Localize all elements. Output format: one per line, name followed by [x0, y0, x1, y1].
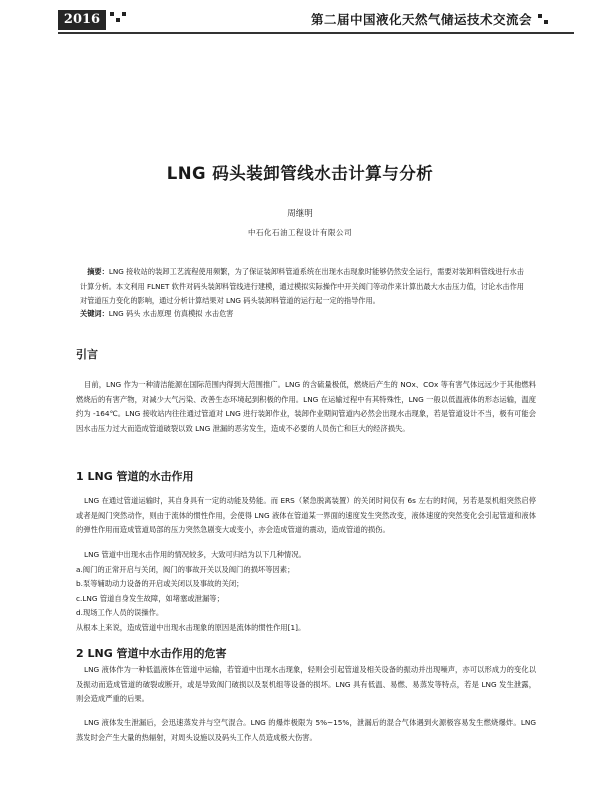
list-item: b.泵等辅助动力设备的开启或关闭以及事故的关闭；	[76, 579, 244, 588]
section-2-paragraph-2: LNG 液体发生泄漏后，会迅速蒸发并与空气混合。LNG 的爆炸极限为 5%~15%，泄漏后的混合气体遇到火源极容易发生燃烧爆炸。LNG 蒸发时会产生大量的热辐射，对周头设施以及码头工作人员造成极大伤害。	[76, 718, 536, 742]
abstract	[80, 265, 524, 309]
section-1-list	[76, 548, 536, 635]
keywords	[80, 307, 524, 321]
heading-section-1: 1 LNG 管道的水击作用	[76, 470, 194, 483]
year-tab: 2016	[58, 10, 106, 30]
abstract-label: 摘要：	[87, 267, 109, 276]
list-item: d.现场工作人员的误操作。	[76, 608, 164, 617]
list-closing: 从根本上来说，造成管道中出现水击现象的原因是流体的惯性作用[1]。	[76, 622, 306, 632]
abstract-text: LNG 接收站的装卸工艺流程使用频繁，为了保证装卸料管道系统在出现水击现象时能够仍然安全运行，需要对装卸料管线进行水击计算分析。本文利用 FLNET 软件对码头装卸料管线进行建模，通过模拟实际操作中开关阀门等动作来计算出最大水击压力值，讨论水击作用对管道压力变化的影响，通过分析计算结果对 LNG 码头装卸料管道的运行起一定的指导作用。	[80, 267, 524, 305]
keywords-label: 关键词：	[80, 309, 109, 318]
list-item: c.LNG 管道自身发生故障，如堵塞或泄漏等；	[76, 593, 224, 603]
author: 周继明	[287, 209, 313, 219]
header-decoration	[110, 12, 114, 16]
header-decoration	[538, 14, 542, 18]
list-intro: LNG 管道中出现水击作用的情况较多，大致可归结为以下几种情况。	[84, 550, 306, 559]
paper-title: LNG 码头装卸管线水击计算与分析	[166, 164, 434, 183]
header-decoration	[544, 20, 548, 24]
header-rule	[58, 32, 574, 34]
list-item: a.阀门的正常开启与关闭，阀门的事故开关以及阀门的损坏等因素；	[76, 564, 295, 574]
keywords-text: LNG 码头 水击原理 仿真模拟 水击危害	[108, 309, 234, 318]
intro-paragraph: 目前，LNG 作为一种清洁能源在国际范围内得到大范围推广。LNG 的含硫量极低，燃烧后产生的 NOx、COx 等有害气体远远少于其他燃料燃烧后的有害产物，对减少大气污染、改善生态环境起到积极的作用。LNG 在运输过程中有其特殊性，LNG 一般以低温液体的形态运输，温度约为 -164℃。LNG 接收站内往往通过管道对 LNG 进行装卸作业，装卸作业期间管道内必然会出现水击现象，若是管道设计不当，极有可能会因水击压力过大而造成管道破裂以致 LNG 泄漏的恶劣发生，造成不必要的人员伤亡和巨大的经济损失。	[76, 380, 536, 433]
conference-title: 第二届中国液化天然气储运技术交流会	[310, 12, 532, 27]
affiliation: 中石化石油工程设计有限公司	[248, 228, 352, 237]
header-decoration	[122, 12, 126, 16]
heading-intro: 引言	[76, 348, 98, 361]
header-decoration	[116, 18, 120, 22]
section-1-paragraph: LNG 在通过管道运输时，其自身具有一定的动能及势能。而 ERS（紧急脱离装置）的关闭时间仅有 6s 左右的时间，另若是泵机组突然启停或者是阀门突然动作，则由于流体的惯性作用，会使得 LNG 液体在管道某一界面的速度发生突然改变，液体速度的突然变化会引起管道和液体的弹性作用而造成管道局部的压力突然急剧变大或变小，亦会造成管道的震动，造成管道的损伤。	[76, 496, 536, 534]
section-2-paragraph-1: LNG 液体作为一种低温液体在管道中运输，若管道中出现水击现象，轻则会引起管道及相关设备的振动并出现噪声，亦可以形成力的变化以及振动而造成管道的破裂或断开，或是导致阀门破损以及泵机组等设备的损坏。LNG 具有低温、易燃、易蒸发等特点，若是 LNG 发生泄露，则会造成严重的后果。	[76, 665, 536, 703]
heading-section-2: 2 LNG 管道中水击作用的危害	[76, 647, 227, 660]
